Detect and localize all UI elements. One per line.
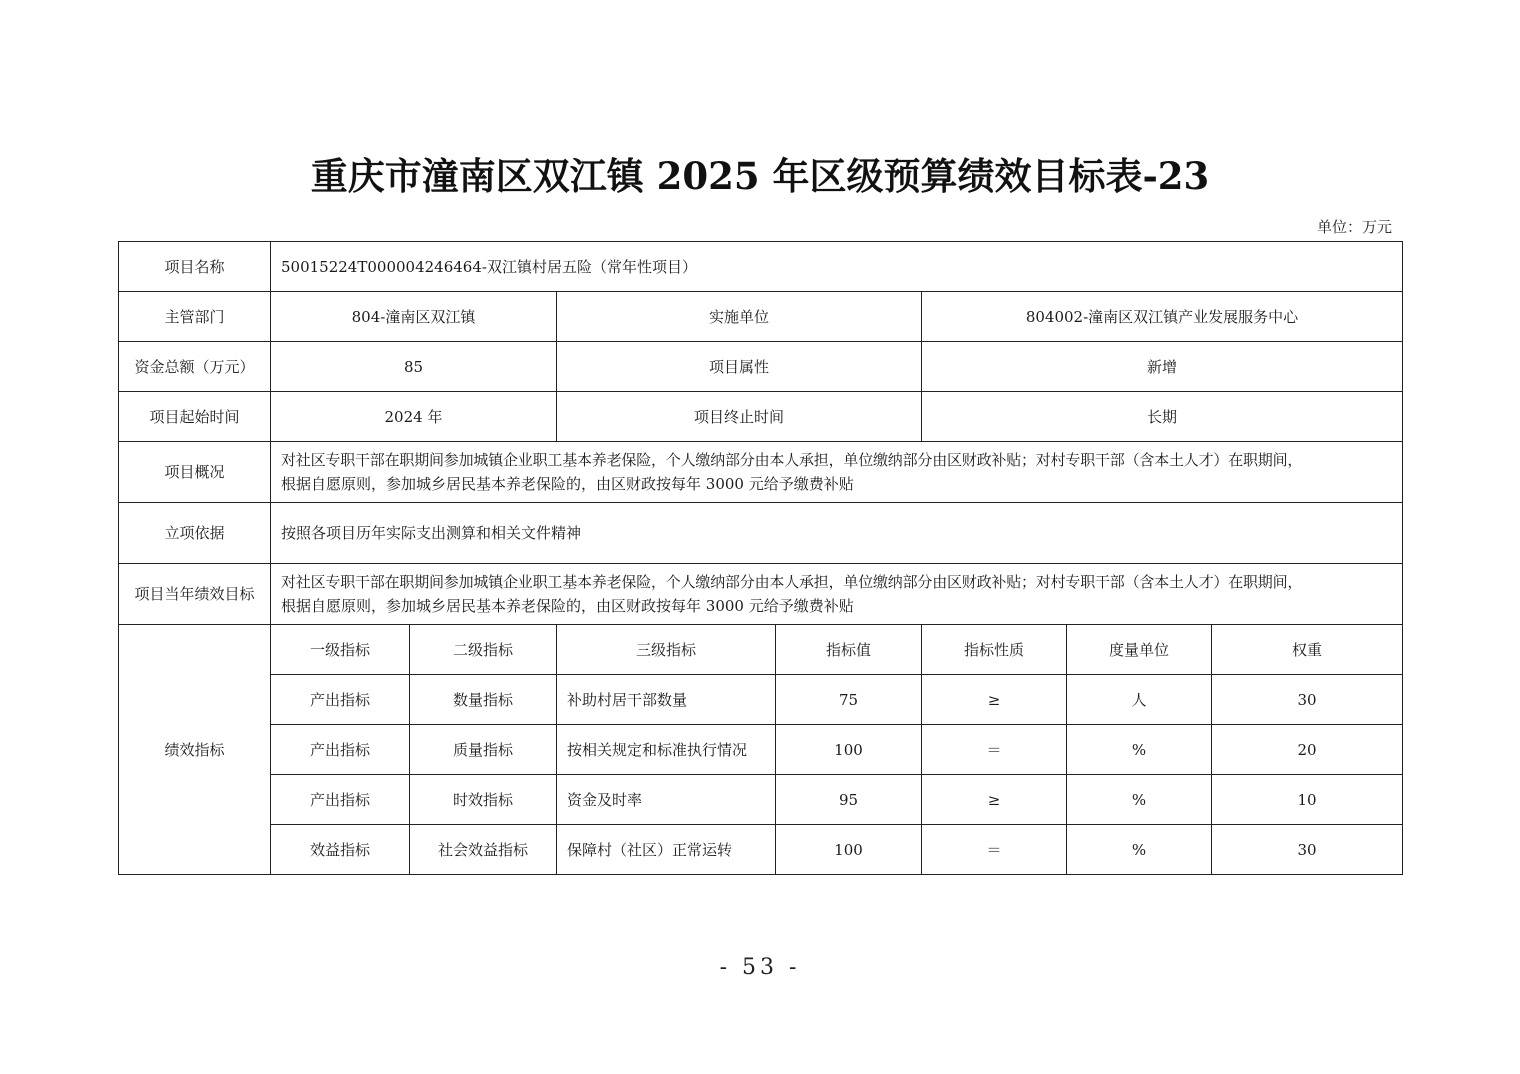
header-level3: 三级指标 (557, 625, 776, 675)
basis-value: 按照各项目历年实际支出测算和相关文件精神 (271, 503, 1403, 564)
indicator-row (119, 725, 1403, 775)
indicator-unit: % (1067, 725, 1212, 775)
unit-label: 单位：万元 (1316, 218, 1392, 236)
indicator-value: 100 (776, 825, 922, 875)
indicator-level3: 资金及时率 (557, 775, 776, 825)
indicator-level1: 产出指标 (271, 775, 410, 825)
indicator-value: 75 (776, 675, 922, 725)
basis-label: 立项依据 (119, 503, 271, 564)
project-name-label: 项目名称 (119, 242, 271, 292)
overview-line-2: 根据自愿原则，参加城乡居民基本养老保险的，由区财政按每年 3000 元给予缴费补贴 (281, 475, 854, 493)
performance-target-table (118, 241, 1403, 875)
indicator-row (119, 825, 1403, 875)
end-time-value: 长期 (922, 392, 1403, 442)
indicator-level2: 数量指标 (410, 675, 557, 725)
indicator-unit: 人 (1067, 675, 1212, 725)
document-title: 重庆市潼南区双江镇 2025 年区级预算绩效目标表-23 (310, 154, 1210, 198)
goal-value (271, 564, 1403, 625)
indicator-level1: 产出指标 (271, 675, 410, 725)
row-time (119, 392, 1403, 442)
indicator-unit: % (1067, 825, 1212, 875)
funds-label: 资金总额（万元） (119, 342, 271, 392)
indicator-weight: 30 (1212, 675, 1403, 725)
row-overview (119, 442, 1403, 503)
indicator-level3: 补助村居干部数量 (557, 675, 776, 725)
overview-label: 项目概况 (119, 442, 271, 503)
header-value: 指标值 (776, 625, 922, 675)
indicator-value: 95 (776, 775, 922, 825)
row-basis (119, 503, 1403, 564)
overview-value (271, 442, 1403, 503)
project-name-value: 50015224T000004246464-双江镇村居五险（常年性项目） (271, 242, 1403, 292)
department-label: 主管部门 (119, 292, 271, 342)
goal-line-1: 对社区专职干部在职期间参加城镇企业职工基本养老保险，个人缴纳部分由本人承担，单位缴纳部分由区财政补贴；对村专职干部（含本土人才）在职期间， (281, 573, 1303, 591)
header-unit: 度量单位 (1067, 625, 1212, 675)
indicator-level1: 产出指标 (271, 725, 410, 775)
page-number: - 53 - (719, 955, 801, 980)
indicator-level1: 效益指标 (271, 825, 410, 875)
goal-label: 项目当年绩效目标 (119, 564, 271, 625)
end-time-label: 项目终止时间 (557, 392, 922, 442)
indicator-weight: 10 (1212, 775, 1403, 825)
indicator-level3: 按相关规定和标准执行情况 (557, 725, 776, 775)
indicator-nature: ＝ (922, 725, 1067, 775)
goal-line-2: 根据自愿原则，参加城乡居民基本养老保险的，由区财政按每年 3000 元给予缴费补贴 (281, 597, 854, 615)
indicator-weight: 30 (1212, 825, 1403, 875)
funds-value: 85 (271, 342, 557, 392)
indicator-nature: ≥ (922, 675, 1067, 725)
project-attribute-value: 新增 (922, 342, 1403, 392)
row-goal (119, 564, 1403, 625)
indicator-row (119, 775, 1403, 825)
header-nature: 指标性质 (922, 625, 1067, 675)
row-funds (119, 342, 1403, 392)
indicator-value: 100 (776, 725, 922, 775)
indicator-header-row (119, 625, 1403, 675)
indicator-level2: 社会效益指标 (410, 825, 557, 875)
header-level1: 一级指标 (271, 625, 410, 675)
row-project-name (119, 242, 1403, 292)
header-weight: 权重 (1212, 625, 1403, 675)
indicators-label: 绩效指标 (119, 625, 271, 875)
indicator-unit: % (1067, 775, 1212, 825)
indicator-row (119, 675, 1403, 725)
implementing-unit-label: 实施单位 (557, 292, 922, 342)
start-time-label: 项目起始时间 (119, 392, 271, 442)
implementing-unit-value: 804002-潼南区双江镇产业发展服务中心 (922, 292, 1403, 342)
department-value: 804-潼南区双江镇 (271, 292, 557, 342)
start-time-value: 2024 年 (271, 392, 557, 442)
indicator-level2: 时效指标 (410, 775, 557, 825)
row-department (119, 292, 1403, 342)
overview-line-1: 对社区专职干部在职期间参加城镇企业职工基本养老保险，个人缴纳部分由本人承担，单位缴纳部分由区财政补贴；对村专职干部（含本土人才）在职期间， (281, 451, 1303, 469)
header-level2: 二级指标 (410, 625, 557, 675)
indicator-nature: ＝ (922, 825, 1067, 875)
project-attribute-label: 项目属性 (557, 342, 922, 392)
indicator-level2: 质量指标 (410, 725, 557, 775)
indicator-level3: 保障村（社区）正常运转 (557, 825, 776, 875)
indicator-weight: 20 (1212, 725, 1403, 775)
indicator-nature: ≥ (922, 775, 1067, 825)
